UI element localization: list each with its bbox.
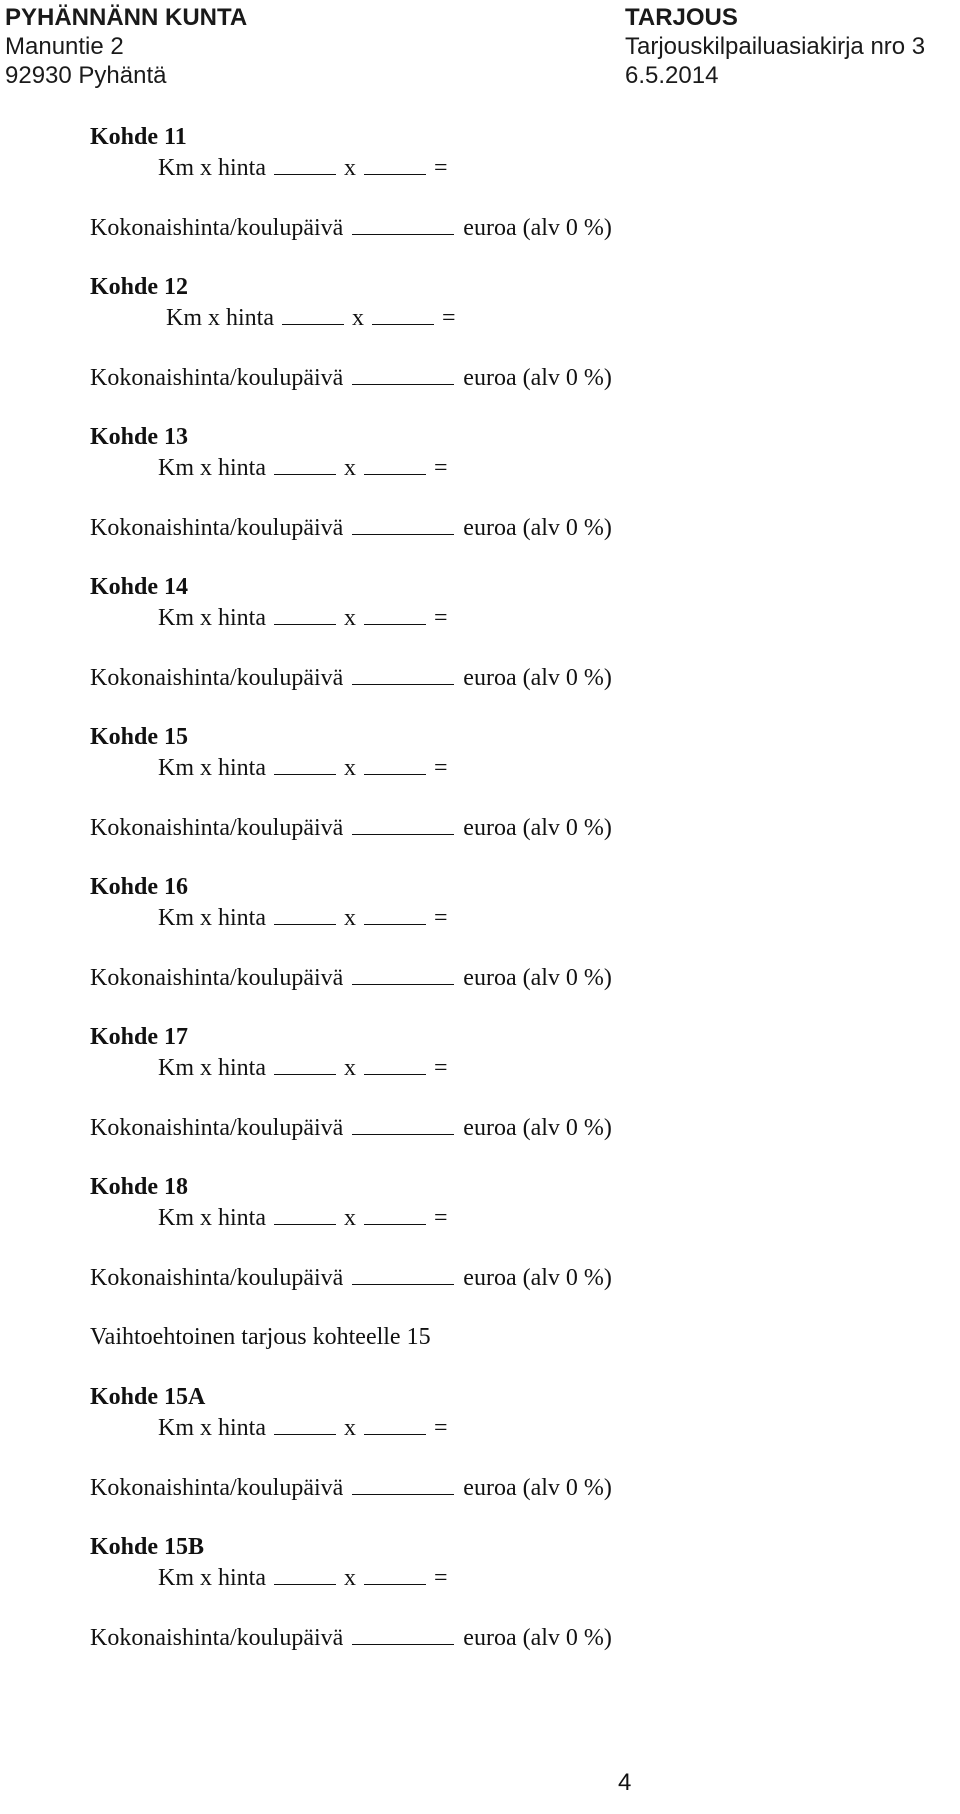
block-gap [90,1292,910,1322]
section-gap [90,1352,910,1382]
currency-note: euroa (alv 0 %) [463,965,612,991]
total-price-blank[interactable] [352,362,454,385]
kohde-block [90,1532,910,1682]
total-price-row [90,212,910,242]
row-spacer [90,932,910,962]
total-price-blank[interactable] [352,212,454,235]
total-label: Kokonaishinta/koulupäivä [90,815,344,841]
km-price-label: Km x hinta [158,1205,266,1231]
km-price-blank[interactable] [282,302,344,325]
kohde-title [90,722,910,752]
kohde-title [90,122,910,152]
block-gap [90,1502,910,1532]
equals-sign: = [434,1205,448,1231]
km-price-label: Km x hinta [158,755,266,781]
total-label: Kokonaishinta/koulupäivä [90,1625,344,1651]
kohde-title [90,422,910,452]
days-blank[interactable] [364,1562,426,1585]
multiply-sign: x [344,1205,356,1231]
equals-sign: = [434,755,448,781]
multiply-sign: x [344,155,356,181]
km-price-row [90,1412,910,1442]
km-price-blank[interactable] [274,902,336,925]
document-date: 6.5.2014 [625,62,719,89]
row-spacer [90,332,910,362]
block-gap [90,542,910,572]
km-price-label: Km x hinta [158,1415,266,1441]
km-price-row [90,902,910,932]
kohde-block [90,122,910,272]
total-label: Kokonaishinta/koulupäivä [90,215,344,241]
currency-note: euroa (alv 0 %) [463,665,612,691]
total-price-row [90,1622,910,1652]
kohde-block [90,572,910,722]
kohde-title [90,272,910,302]
equals-sign: = [434,1055,448,1081]
multiply-sign: x [344,755,356,781]
days-blank[interactable] [364,152,426,175]
km-price-label: Km x hinta [158,1565,266,1591]
total-label: Kokonaishinta/koulupäivä [90,965,344,991]
days-blank[interactable] [364,602,426,625]
currency-note: euroa (alv 0 %) [463,365,612,391]
total-price-row [90,1262,910,1292]
kohde-title-text: Kohde 15 [90,724,189,750]
row-spacer [90,1082,910,1112]
postal-address: 92930 Pyhäntä [5,62,167,89]
kohde-title [90,1172,910,1202]
currency-note: euroa (alv 0 %) [463,1265,612,1291]
street-address: Manuntie 2 [5,33,124,60]
row-spacer [90,1232,910,1262]
equals-sign: = [434,1565,448,1591]
block-gap [90,842,910,872]
multiply-sign: x [344,455,356,481]
alternative-kohde-list [90,1382,910,1682]
km-price-label: Km x hinta [158,155,266,181]
km-price-row [90,1562,910,1592]
kohde-title [90,872,910,902]
kohde-title-text: Kohde 17 [90,1024,189,1050]
kohde-title-text: Kohde 13 [90,424,189,450]
block-gap [90,992,910,1022]
alternative-offer-note: Vaihtoehtoinen tarjous kohteelle 15 [90,1324,431,1350]
multiply-sign: x [344,1415,356,1441]
total-price-blank[interactable] [352,962,454,985]
block-gap [90,1652,910,1682]
kohde-block [90,872,910,1022]
kohde-title-text: Kohde 18 [90,1174,189,1200]
row-spacer [90,182,910,212]
km-price-row [90,452,910,482]
currency-note: euroa (alv 0 %) [463,815,612,841]
total-label: Kokonaishinta/koulupäivä [90,1265,344,1291]
kohde-title-text: Kohde 12 [90,274,189,300]
km-price-label: Km x hinta [158,1055,266,1081]
days-blank[interactable] [364,752,426,775]
km-price-label: Km x hinta [158,455,266,481]
kohde-title [90,1022,910,1052]
kohde-block [90,1382,910,1532]
municipality-name: PYHÄNNÄNN KUNTA [5,4,248,31]
equals-sign: = [442,305,456,331]
total-price-blank[interactable] [352,1112,454,1135]
total-price-row [90,962,910,992]
header-left [5,3,247,90]
header-right [625,3,925,90]
kohde-block [90,422,910,572]
total-label: Kokonaishinta/koulupäivä [90,515,344,541]
days-blank[interactable] [364,902,426,925]
km-price-row [90,602,910,632]
equals-sign: = [434,605,448,631]
km-price-row [90,752,910,782]
days-blank[interactable] [364,452,426,475]
multiply-sign: x [344,1565,356,1591]
page-number: 4 [618,1769,632,1796]
total-label: Kokonaishinta/koulupäivä [90,1475,344,1501]
kohde-block [90,722,910,872]
equals-sign: = [434,905,448,931]
kohde-title-text: Kohde 16 [90,874,189,900]
kohde-title [90,1532,910,1562]
kohde-title-text: Kohde 15B [90,1534,205,1560]
currency-note: euroa (alv 0 %) [463,1115,612,1141]
total-label: Kokonaishinta/koulupäivä [90,1115,344,1141]
kohde-list [90,122,910,1322]
row-spacer [90,1442,910,1472]
block-gap [90,392,910,422]
block-gap [90,1142,910,1172]
kohde-title-text: Kohde 14 [90,574,189,600]
days-blank[interactable] [364,1202,426,1225]
equals-sign: = [434,1415,448,1441]
block-gap [90,692,910,722]
days-blank[interactable] [372,302,434,325]
km-price-row [90,1202,910,1232]
multiply-sign: x [344,1055,356,1081]
kohde-block [90,1022,910,1172]
km-price-row [90,1052,910,1082]
row-spacer [90,782,910,812]
kohde-title [90,572,910,602]
km-price-label: Km x hinta [166,305,274,331]
kohde-title-text: Kohde 11 [90,124,187,150]
row-spacer [90,1592,910,1622]
currency-note: euroa (alv 0 %) [463,1625,612,1651]
currency-note: euroa (alv 0 %) [463,1475,612,1501]
days-blank[interactable] [364,1412,426,1435]
kohde-block [90,272,910,422]
km-price-blank[interactable] [274,1052,336,1075]
row-spacer [90,632,910,662]
block-gap [90,242,910,272]
total-label: Kokonaishinta/koulupäivä [90,665,344,691]
document-type: TARJOUS [625,4,738,31]
km-price-blank[interactable] [274,1562,336,1585]
km-price-label: Km x hinta [158,905,266,931]
km-price-blank[interactable] [274,152,336,175]
kohde-title-text: Kohde 15A [90,1384,206,1410]
kohde-block [90,1172,910,1322]
total-price-row [90,1472,910,1502]
row-spacer [90,482,910,512]
multiply-sign: x [344,605,356,631]
total-price-row [90,362,910,392]
total-price-blank[interactable] [352,1622,454,1645]
total-price-blank[interactable] [352,662,454,685]
km-price-blank[interactable] [274,602,336,625]
equals-sign: = [434,455,448,481]
total-price-row [90,812,910,842]
currency-note: euroa (alv 0 %) [463,515,612,541]
km-price-row [90,152,910,182]
total-price-row [90,512,910,542]
km-price-blank[interactable] [274,1202,336,1225]
km-price-row [90,302,910,332]
total-price-blank[interactable] [352,1472,454,1495]
km-price-blank[interactable] [274,452,336,475]
equals-sign: = [434,155,448,181]
km-price-label: Km x hinta [158,605,266,631]
total-price-blank[interactable] [352,812,454,835]
multiply-sign: x [344,905,356,931]
days-blank[interactable] [364,1052,426,1075]
multiply-sign: x [352,305,364,331]
kohde-title [90,1382,910,1412]
total-price-row [90,1112,910,1142]
km-price-blank[interactable] [274,1412,336,1435]
total-price-blank[interactable] [352,512,454,535]
currency-note: euroa (alv 0 %) [463,215,612,241]
total-label: Kokonaishinta/koulupäivä [90,365,344,391]
document-reference: Tarjouskilpailuasiakirja nro 3 [625,33,926,60]
total-price-row [90,662,910,692]
km-price-blank[interactable] [274,752,336,775]
total-price-blank[interactable] [352,1262,454,1285]
offer-form [90,122,910,1682]
